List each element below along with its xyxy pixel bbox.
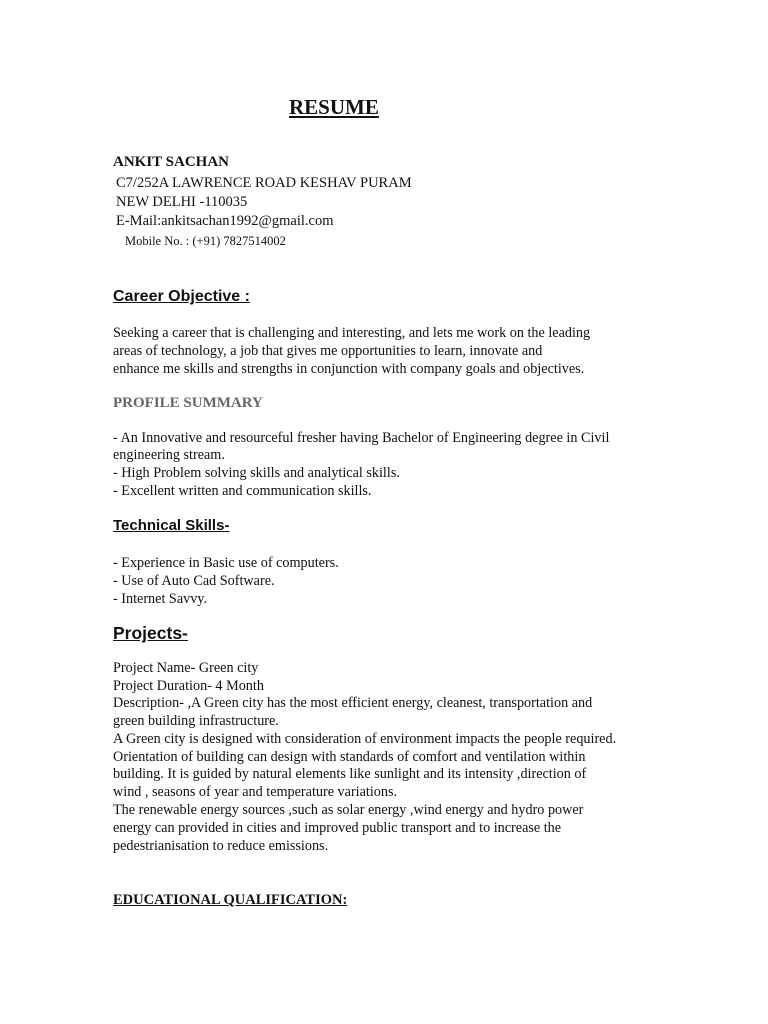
career-objective-line: Seeking a career that is challenging and interesting, and lets me work on the leading xyxy=(113,325,591,341)
page-title: RESUME xyxy=(289,95,379,119)
project-line: A Green city is designed with consideration of environment impacts the people required. xyxy=(113,731,617,747)
address-line-1: C7/252A LAWRENCE ROAD KESHAV PURAM xyxy=(116,175,412,191)
project-line: pedestrianisation to reduce emissions. xyxy=(113,838,329,854)
project-line: wind , seasons of year and temperature variations. xyxy=(113,784,398,800)
project-line: Description- ,A Green city has the most efficient energy, cleanest, transportation and xyxy=(113,695,593,711)
project-line: green building infrastructure. xyxy=(113,713,279,729)
project-line: Orientation of building can design with standards of comfort and ventilation within xyxy=(113,749,586,765)
profile-summary-line: - An Innovative and resourceful fresher having Bachelor of Engineering degree in Civil xyxy=(113,430,610,446)
profile-summary-line: - Excellent written and communication skills. xyxy=(113,483,372,499)
candidate-name: ANKIT SACHAN xyxy=(113,154,229,170)
career-objective-heading: Career Objective : xyxy=(113,288,250,305)
career-objective-line: enhance me skills and strengths in conjunction with company goals and objectives. xyxy=(113,361,585,377)
projects-heading: Projects- xyxy=(113,623,188,643)
profile-summary-line: - High Problem solving skills and analytical skills. xyxy=(113,465,400,481)
technical-skill-item: - Experience in Basic use of computers. xyxy=(113,555,339,571)
technical-skill-item: - Use of Auto Cad Software. xyxy=(113,573,275,589)
mobile-text: Mobile No. : (+91) 7827514002 xyxy=(125,234,286,248)
education-heading: EDUCATIONAL QUALIFICATION: xyxy=(113,892,348,908)
project-line: energy can provided in cities and improved public transport and to increase the xyxy=(113,820,562,836)
technical-skill-item: - Internet Savvy. xyxy=(113,591,208,607)
project-line: building. It is guided by natural elements like sunlight and its intensity ,direction of xyxy=(113,766,587,782)
career-objective-line: areas of technology, a job that gives me opportunities to learn, innovate and xyxy=(113,343,543,359)
address-line-2: NEW DELHI -110035 xyxy=(116,194,248,210)
profile-summary-line: engineering stream. xyxy=(113,447,225,463)
project-line: The renewable energy sources ,such as solar energy ,wind energy and hydro power xyxy=(113,802,584,818)
email-text: E-Mail:ankitsachan1992@gmail.com xyxy=(116,213,334,229)
project-line: Project Name- Green city xyxy=(113,660,259,676)
project-line: Project Duration- 4 Month xyxy=(113,678,264,694)
profile-summary-heading: PROFILE SUMMARY xyxy=(113,395,263,411)
technical-skills-heading: Technical Skills- xyxy=(113,517,230,534)
